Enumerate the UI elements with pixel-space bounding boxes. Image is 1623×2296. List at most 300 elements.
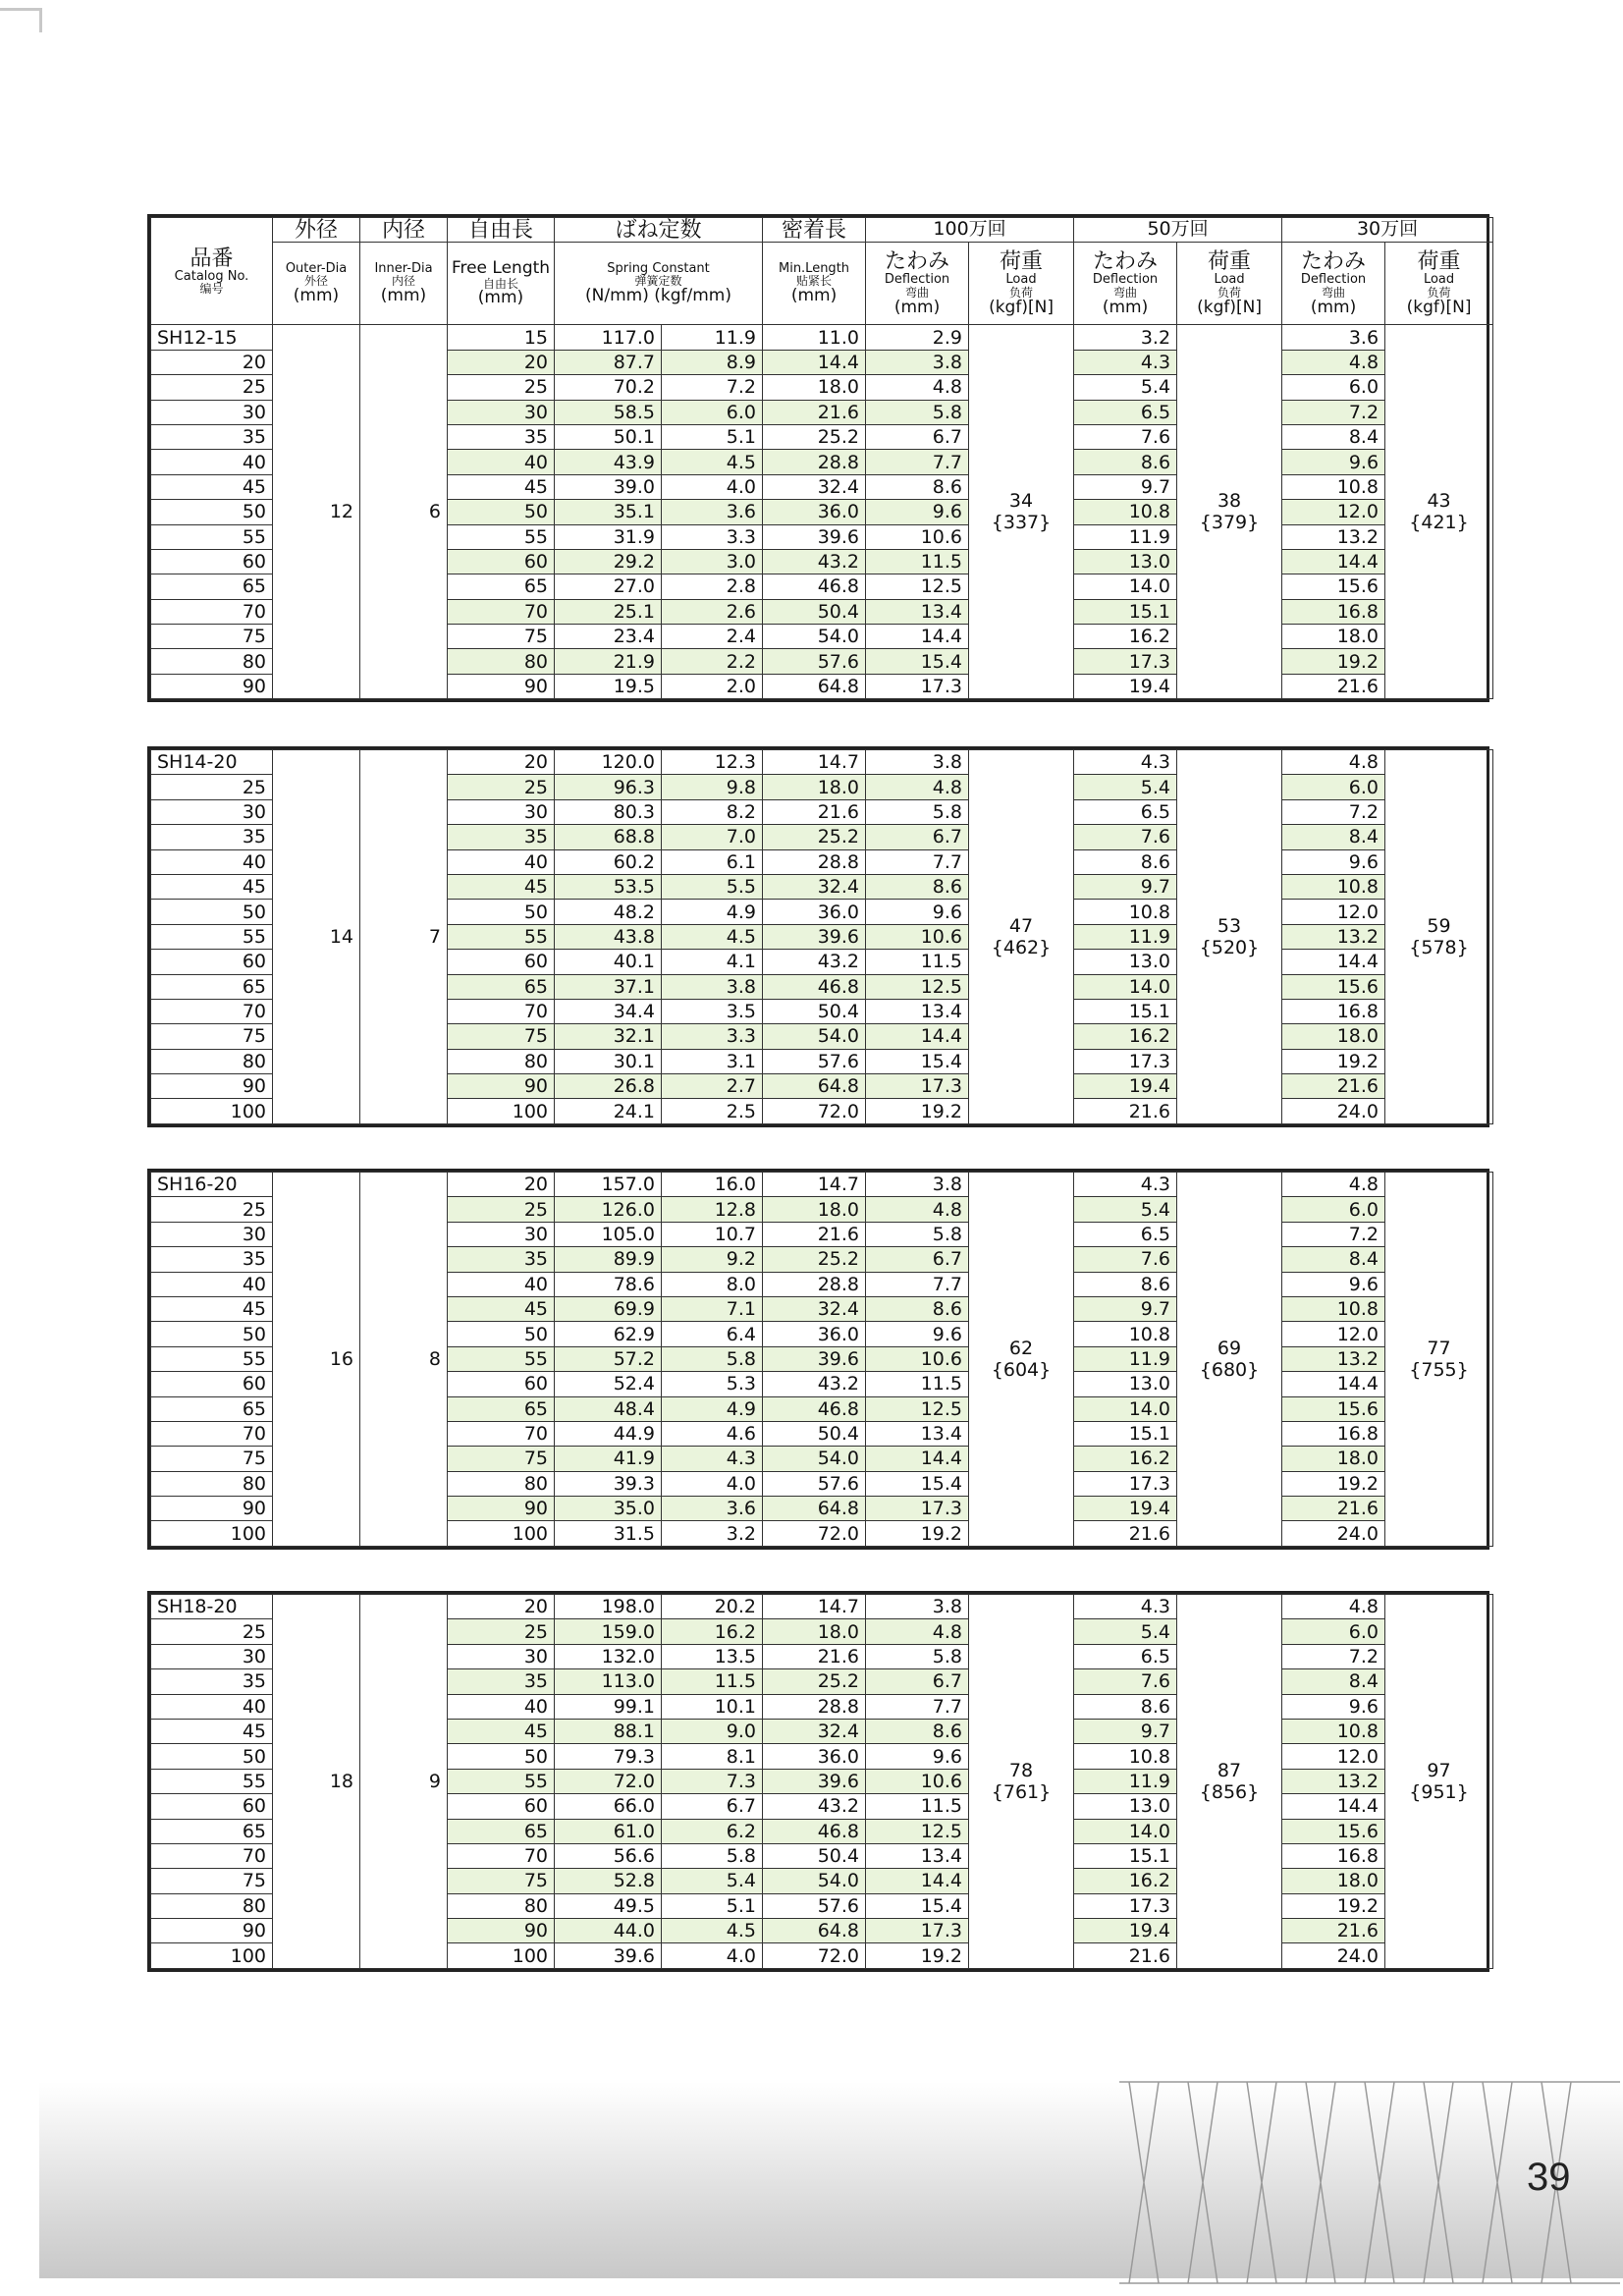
catalog-no-cell: 25	[151, 1197, 273, 1222]
catalog-no-cell: 40	[151, 1694, 273, 1719]
deflection-300k-cell: 21.6	[1282, 1497, 1385, 1521]
spring-constant-kgf-cell: 2.6	[662, 599, 763, 624]
deflection-500k-cell: 5.4	[1074, 1197, 1177, 1222]
spring-constant-kgf-cell: 20.2	[662, 1595, 763, 1619]
deflection-300k-cell: 13.2	[1282, 524, 1385, 549]
header-inner-dia: Inner-Dia 内径 (mm)	[360, 243, 448, 325]
inner-dia-cell: 6	[360, 325, 448, 699]
catalog-no-cell: 90	[151, 1074, 273, 1099]
header-min-length: Min.Length 贴紧长 (mm)	[763, 243, 866, 325]
free-length-cell: 50	[448, 1322, 555, 1346]
min-length-cell: 39.6	[763, 1769, 866, 1793]
min-length-cell: 14.4	[763, 350, 866, 374]
header-load-1: 荷重 Load 负荷 (kgf)[N]	[969, 243, 1074, 325]
deflection-1m-cell: 4.8	[866, 1197, 969, 1222]
spring-constant-kgf-cell: 13.5	[662, 1644, 763, 1668]
catalog-no-cell: 60	[151, 950, 273, 974]
free-length-cell: 55	[448, 524, 555, 549]
deflection-300k-cell: 10.8	[1282, 874, 1385, 899]
header-spring-constant: Spring Constant 弹簧定数 (N/mm) (kgf/mm)	[555, 243, 763, 325]
catalog-no-cell: 100	[151, 1943, 273, 1968]
deflection-500k-cell: 14.0	[1074, 574, 1177, 599]
deflection-500k-cell: 10.8	[1074, 1744, 1177, 1769]
min-length-cell: 25.2	[763, 825, 866, 849]
spring-constant-n-cell: 39.0	[555, 474, 662, 499]
catalog-no-cell: 20	[151, 350, 273, 374]
deflection-500k-cell: 17.3	[1074, 1049, 1177, 1073]
header-free-length: Free Length 自由长 (mm)	[448, 243, 555, 325]
catalog-no-cell: 80	[151, 1049, 273, 1073]
free-length-cell: 35	[448, 424, 555, 449]
catalog-no-cell: 50	[151, 500, 273, 524]
deflection-300k-cell: 12.0	[1282, 1322, 1385, 1346]
spring-constant-n-cell: 105.0	[555, 1222, 662, 1246]
deflection-300k-cell: 3.6	[1282, 325, 1385, 350]
load-1m-cell: 78 {761}	[969, 1595, 1074, 1969]
spring-constant-n-cell: 66.0	[555, 1794, 662, 1819]
deflection-1m-cell: 7.7	[866, 450, 969, 474]
deflection-500k-cell: 14.0	[1074, 974, 1177, 999]
spring-constant-kgf-cell: 5.1	[662, 1893, 763, 1918]
header-group-1m: 100万回	[866, 218, 1074, 243]
load-500k-cell: 53 {520}	[1177, 750, 1282, 1124]
catalog-no-cell: 70	[151, 599, 273, 624]
deflection-300k-cell: 9.6	[1282, 1694, 1385, 1719]
load-500k-cell: 87 {856}	[1177, 1595, 1282, 1969]
min-length-cell: 32.4	[763, 1296, 866, 1321]
free-length-cell: 65	[448, 1819, 555, 1843]
deflection-300k-cell: 7.2	[1282, 1222, 1385, 1246]
spring-constant-n-cell: 87.7	[555, 350, 662, 374]
spring-constant-n-cell: 126.0	[555, 1197, 662, 1222]
deflection-500k-cell: 11.9	[1074, 1769, 1177, 1793]
deflection-1m-cell: 19.2	[866, 1943, 969, 1968]
deflection-1m-cell: 13.4	[866, 999, 969, 1023]
free-length-cell: 65	[448, 574, 555, 599]
catalog-no-cell: 80	[151, 1893, 273, 1918]
spring-table-sh16	[147, 1169, 1489, 1550]
deflection-300k-cell: 8.4	[1282, 825, 1385, 849]
header-load-3: 荷重 Load 负荷 (kgf)[N]	[1385, 243, 1493, 325]
spring-constant-kgf-cell: 4.5	[662, 924, 763, 949]
free-length-cell: 90	[448, 1074, 555, 1099]
min-length-cell: 50.4	[763, 999, 866, 1023]
deflection-500k-cell: 17.3	[1074, 649, 1177, 674]
deflection-500k-cell: 17.3	[1074, 1471, 1177, 1496]
spring-constant-n-cell: 157.0	[555, 1173, 662, 1197]
min-length-cell: 57.6	[763, 649, 866, 674]
spring-constant-kgf-cell: 4.9	[662, 1396, 763, 1421]
min-length-cell: 14.7	[763, 1595, 866, 1619]
catalog-no-cell: 40	[151, 450, 273, 474]
free-length-cell: 90	[448, 1497, 555, 1521]
spring-constant-kgf-cell: 3.2	[662, 1521, 763, 1546]
spring-constant-n-cell: 88.1	[555, 1719, 662, 1743]
spring-constant-n-cell: 61.0	[555, 1819, 662, 1843]
deflection-300k-cell: 4.8	[1282, 1173, 1385, 1197]
deflection-300k-cell: 24.0	[1282, 1943, 1385, 1968]
load-300k-cell: 43 {421}	[1385, 325, 1493, 699]
min-length-cell: 18.0	[763, 1619, 866, 1644]
outer-dia-cell: 18	[273, 1595, 360, 1969]
outer-dia-cell: 14	[273, 750, 360, 1124]
spring-constant-kgf-cell: 3.3	[662, 524, 763, 549]
min-length-cell: 25.2	[763, 1247, 866, 1272]
catalog-no-cell: 30	[151, 400, 273, 424]
deflection-500k-cell: 8.6	[1074, 450, 1177, 474]
deflection-1m-cell: 14.4	[866, 1869, 969, 1893]
free-length-cell: 90	[448, 1919, 555, 1943]
deflection-500k-cell: 5.4	[1074, 1619, 1177, 1644]
free-length-cell: 30	[448, 799, 555, 824]
deflection-1m-cell: 9.6	[866, 500, 969, 524]
deflection-300k-cell: 21.6	[1282, 1919, 1385, 1943]
free-length-cell: 50	[448, 900, 555, 924]
deflection-1m-cell: 12.5	[866, 1396, 969, 1421]
catalog-no-cell: 35	[151, 1669, 273, 1694]
deflection-500k-cell: 8.6	[1074, 1272, 1177, 1296]
free-length-cell: 40	[448, 450, 555, 474]
min-length-cell: 54.0	[763, 1447, 866, 1471]
deflection-1m-cell: 11.5	[866, 950, 969, 974]
header-deflection-2: たわみ Deflection 弯曲 (mm)	[1074, 243, 1177, 325]
header-load-2: 荷重 Load 负荷 (kgf)[N]	[1177, 243, 1282, 325]
spring-constant-n-cell: 72.0	[555, 1769, 662, 1793]
deflection-500k-cell: 19.4	[1074, 1919, 1177, 1943]
spring-constant-n-cell: 89.9	[555, 1247, 662, 1272]
catalog-no-cell: 75	[151, 1447, 273, 1471]
deflection-300k-cell: 19.2	[1282, 1471, 1385, 1496]
spring-constant-kgf-cell: 3.6	[662, 1497, 763, 1521]
spring-constant-n-cell: 68.8	[555, 825, 662, 849]
spring-constant-kgf-cell: 4.9	[662, 900, 763, 924]
deflection-1m-cell: 9.6	[866, 1744, 969, 1769]
spring-constant-kgf-cell: 16.2	[662, 1619, 763, 1644]
header-group-300k: 30万回	[1282, 218, 1493, 243]
min-length-cell: 28.8	[763, 1694, 866, 1719]
min-length-cell: 72.0	[763, 1521, 866, 1546]
deflection-500k-cell: 7.6	[1074, 424, 1177, 449]
spring-table-sh14	[147, 746, 1489, 1127]
spring-constant-kgf-cell: 7.1	[662, 1296, 763, 1321]
deflection-500k-cell: 21.6	[1074, 1521, 1177, 1546]
min-length-cell: 54.0	[763, 625, 866, 649]
deflection-300k-cell: 21.6	[1282, 674, 1385, 698]
catalog-no-cell: 30	[151, 1644, 273, 1668]
min-length-cell: 64.8	[763, 1074, 866, 1099]
deflection-300k-cell: 12.0	[1282, 900, 1385, 924]
deflection-500k-cell: 16.2	[1074, 1447, 1177, 1471]
deflection-1m-cell: 17.3	[866, 674, 969, 698]
deflection-500k-cell: 8.6	[1074, 1694, 1177, 1719]
table-row	[151, 325, 1493, 350]
deflection-300k-cell: 10.8	[1282, 1719, 1385, 1743]
spring-constant-n-cell: 159.0	[555, 1619, 662, 1644]
deflection-500k-cell: 4.3	[1074, 1595, 1177, 1619]
catalog-no-cell: 60	[151, 1372, 273, 1396]
deflection-1m-cell: 6.7	[866, 1669, 969, 1694]
free-length-cell: 100	[448, 1943, 555, 1968]
min-length-cell: 32.4	[763, 1719, 866, 1743]
spring-constant-n-cell: 41.9	[555, 1447, 662, 1471]
free-length-cell: 60	[448, 549, 555, 574]
spring-constant-n-cell: 49.5	[555, 1893, 662, 1918]
spring-constant-kgf-cell: 11.5	[662, 1669, 763, 1694]
load-300k-cell: 59 {578}	[1385, 750, 1493, 1124]
spring-constant-n-cell: 43.8	[555, 924, 662, 949]
header-free-length-jp: 自由長	[448, 218, 555, 243]
deflection-1m-cell: 15.4	[866, 1471, 969, 1496]
catalog-no-cell: 100	[151, 1521, 273, 1546]
deflection-300k-cell: 14.4	[1282, 950, 1385, 974]
spring-constant-kgf-cell: 8.1	[662, 1744, 763, 1769]
catalog-no-cell: 40	[151, 849, 273, 874]
spring-constant-kgf-cell: 2.5	[662, 1099, 763, 1123]
spring-constant-n-cell: 24.1	[555, 1099, 662, 1123]
deflection-300k-cell: 10.8	[1282, 1296, 1385, 1321]
catalog-no-cell: 45	[151, 1719, 273, 1743]
catalog-no-cell: 60	[151, 549, 273, 574]
deflection-500k-cell: 7.6	[1074, 1669, 1177, 1694]
free-length-cell: 45	[448, 874, 555, 899]
deflection-300k-cell: 9.6	[1282, 849, 1385, 874]
free-length-cell: 45	[448, 474, 555, 499]
deflection-500k-cell: 13.0	[1074, 950, 1177, 974]
deflection-500k-cell: 3.2	[1074, 325, 1177, 350]
catalog-no-cell: 45	[151, 874, 273, 899]
deflection-1m-cell: 19.2	[866, 1521, 969, 1546]
spring-constant-n-cell: 198.0	[555, 1595, 662, 1619]
spring-constant-n-cell: 132.0	[555, 1644, 662, 1668]
spring-constant-n-cell: 29.2	[555, 549, 662, 574]
deflection-500k-cell: 6.5	[1074, 400, 1177, 424]
catalog-no-cell: 90	[151, 1919, 273, 1943]
spring-constant-n-cell: 26.8	[555, 1074, 662, 1099]
spring-constant-kgf-cell: 4.6	[662, 1421, 763, 1446]
spring-constant-n-cell: 48.2	[555, 900, 662, 924]
deflection-1m-cell: 3.8	[866, 1595, 969, 1619]
deflection-300k-cell: 10.8	[1282, 474, 1385, 499]
deflection-300k-cell: 8.4	[1282, 1669, 1385, 1694]
deflection-1m-cell: 8.6	[866, 1719, 969, 1743]
spring-constant-kgf-cell: 7.2	[662, 375, 763, 400]
catalog-no-cell: 35	[151, 1247, 273, 1272]
deflection-300k-cell: 14.4	[1282, 1794, 1385, 1819]
deflection-1m-cell: 8.6	[866, 874, 969, 899]
free-length-cell: 45	[448, 1719, 555, 1743]
deflection-1m-cell: 11.5	[866, 549, 969, 574]
deflection-300k-cell: 12.0	[1282, 1744, 1385, 1769]
free-length-cell: 100	[448, 1099, 555, 1123]
min-length-cell: 46.8	[763, 574, 866, 599]
deflection-1m-cell: 14.4	[866, 1024, 969, 1049]
free-length-cell: 25	[448, 375, 555, 400]
min-length-cell: 11.0	[763, 325, 866, 350]
deflection-1m-cell: 15.4	[866, 1893, 969, 1918]
spring-constant-n-cell: 80.3	[555, 799, 662, 824]
spring-constant-kgf-cell: 5.8	[662, 1346, 763, 1371]
min-length-cell: 25.2	[763, 424, 866, 449]
spring-constant-n-cell: 35.1	[555, 500, 662, 524]
deflection-1m-cell: 7.7	[866, 849, 969, 874]
catalog-no-cell: 55	[151, 524, 273, 549]
deflection-1m-cell: 14.4	[866, 625, 969, 649]
free-length-cell: 75	[448, 625, 555, 649]
spring-constant-n-cell: 25.1	[555, 599, 662, 624]
catalog-no-cell: 70	[151, 1843, 273, 1868]
spring-constant-kgf-cell: 12.8	[662, 1197, 763, 1222]
deflection-500k-cell: 9.7	[1074, 1719, 1177, 1743]
deflection-300k-cell: 18.0	[1282, 1869, 1385, 1893]
deflection-1m-cell: 17.3	[866, 1497, 969, 1521]
deflection-300k-cell: 9.6	[1282, 450, 1385, 474]
deflection-500k-cell: 13.0	[1074, 1372, 1177, 1396]
deflection-300k-cell: 15.6	[1282, 1819, 1385, 1843]
table-row	[151, 750, 1493, 775]
min-length-cell: 39.6	[763, 1346, 866, 1371]
deflection-1m-cell: 12.5	[866, 574, 969, 599]
catalog-no-cell: 70	[151, 1421, 273, 1446]
deflection-300k-cell: 19.2	[1282, 1893, 1385, 1918]
catalog-no-cell: 35	[151, 424, 273, 449]
deflection-500k-cell: 21.6	[1074, 1943, 1177, 1968]
spring-constant-kgf-cell: 4.5	[662, 1919, 763, 1943]
spring-constant-n-cell: 117.0	[555, 325, 662, 350]
catalog-no-cell: 100	[151, 1099, 273, 1123]
deflection-1m-cell: 13.4	[866, 1421, 969, 1446]
min-length-cell: 14.7	[763, 1173, 866, 1197]
spring-constant-kgf-cell: 2.4	[662, 625, 763, 649]
load-1m-cell: 34 {337}	[969, 325, 1074, 699]
deflection-500k-cell: 19.4	[1074, 1497, 1177, 1521]
spring-constant-n-cell: 40.1	[555, 950, 662, 974]
free-length-cell: 25	[448, 1197, 555, 1222]
free-length-cell: 60	[448, 1794, 555, 1819]
deflection-500k-cell: 7.6	[1074, 1247, 1177, 1272]
deflection-300k-cell: 13.2	[1282, 924, 1385, 949]
catalog-no-cell: 40	[151, 1272, 273, 1296]
min-length-cell: 72.0	[763, 1099, 866, 1123]
spring-constant-kgf-cell: 3.0	[662, 549, 763, 574]
free-length-cell: 70	[448, 599, 555, 624]
deflection-1m-cell: 5.8	[866, 799, 969, 824]
deflection-300k-cell: 6.0	[1282, 375, 1385, 400]
spring-constant-n-cell: 37.1	[555, 974, 662, 999]
catalog-no-cell: 75	[151, 1869, 273, 1893]
deflection-1m-cell: 11.5	[866, 1794, 969, 1819]
spring-constant-n-cell: 44.9	[555, 1421, 662, 1446]
spring-constant-kgf-cell: 3.1	[662, 1049, 763, 1073]
min-length-cell: 21.6	[763, 400, 866, 424]
min-length-cell: 36.0	[763, 500, 866, 524]
free-length-cell: 20	[448, 1173, 555, 1197]
catalog-no-cell: 75	[151, 625, 273, 649]
spring-constant-kgf-cell: 2.2	[662, 649, 763, 674]
deflection-300k-cell: 15.6	[1282, 974, 1385, 999]
spring-constant-kgf-cell: 4.0	[662, 1943, 763, 1968]
min-length-cell: 46.8	[763, 1819, 866, 1843]
deflection-1m-cell: 3.8	[866, 750, 969, 775]
deflection-1m-cell: 5.8	[866, 1644, 969, 1668]
spring-constant-kgf-cell: 3.6	[662, 500, 763, 524]
spring-constant-kgf-cell: 9.8	[662, 775, 763, 799]
free-length-cell: 35	[448, 1247, 555, 1272]
spring-constant-kgf-cell: 9.2	[662, 1247, 763, 1272]
catalog-no-cell: 75	[151, 1024, 273, 1049]
catalog-no-cell: 60	[151, 1794, 273, 1819]
deflection-500k-cell: 11.9	[1074, 524, 1177, 549]
spring-constant-n-cell: 69.9	[555, 1296, 662, 1321]
deflection-500k-cell: 15.1	[1074, 1421, 1177, 1446]
load-1m-cell: 62 {604}	[969, 1173, 1074, 1547]
header-catalog-no: 品番 Catalog No. 编号	[151, 218, 273, 325]
deflection-500k-cell: 15.1	[1074, 599, 1177, 624]
min-length-cell: 21.6	[763, 1222, 866, 1246]
free-length-cell: 80	[448, 1049, 555, 1073]
min-length-cell: 54.0	[763, 1024, 866, 1049]
deflection-300k-cell: 4.8	[1282, 1595, 1385, 1619]
min-length-cell: 43.2	[763, 950, 866, 974]
free-length-cell: 30	[448, 1222, 555, 1246]
table-row	[151, 1173, 1493, 1197]
min-length-cell: 21.6	[763, 1644, 866, 1668]
min-length-cell: 21.6	[763, 799, 866, 824]
deflection-300k-cell: 4.8	[1282, 350, 1385, 374]
deflection-1m-cell: 15.4	[866, 649, 969, 674]
deflection-300k-cell: 12.0	[1282, 500, 1385, 524]
deflection-500k-cell: 21.6	[1074, 1099, 1177, 1123]
deflection-500k-cell: 11.9	[1074, 924, 1177, 949]
min-length-cell: 50.4	[763, 599, 866, 624]
min-length-cell: 46.8	[763, 1396, 866, 1421]
deflection-1m-cell: 7.7	[866, 1694, 969, 1719]
header-min-length-jp: 密着長	[763, 218, 866, 243]
spring-constant-kgf-cell: 2.8	[662, 574, 763, 599]
deflection-300k-cell: 6.0	[1282, 1197, 1385, 1222]
spring-constant-n-cell: 113.0	[555, 1669, 662, 1694]
deflection-1m-cell: 19.2	[866, 1099, 969, 1123]
table-row	[151, 1595, 1493, 1619]
deflection-300k-cell: 18.0	[1282, 625, 1385, 649]
deflection-300k-cell: 19.2	[1282, 1049, 1385, 1073]
spring-constant-n-cell: 57.2	[555, 1346, 662, 1371]
spring-constant-kgf-cell: 6.2	[662, 1819, 763, 1843]
deflection-300k-cell: 7.2	[1282, 799, 1385, 824]
deflection-1m-cell: 5.8	[866, 1222, 969, 1246]
spring-constant-kgf-cell: 12.3	[662, 750, 763, 775]
deflection-500k-cell: 6.5	[1074, 799, 1177, 824]
spring-constant-kgf-cell: 4.0	[662, 1471, 763, 1496]
deflection-500k-cell: 17.3	[1074, 1893, 1177, 1918]
spring-constant-kgf-cell: 5.5	[662, 874, 763, 899]
spring-constant-kgf-cell: 3.8	[662, 974, 763, 999]
free-length-cell: 55	[448, 1346, 555, 1371]
catalog-no-cell: 35	[151, 825, 273, 849]
min-length-cell: 18.0	[763, 1197, 866, 1222]
deflection-1m-cell: 12.5	[866, 974, 969, 999]
catalog-no-cell: 70	[151, 999, 273, 1023]
min-length-cell: 64.8	[763, 674, 866, 698]
free-length-cell: 55	[448, 1769, 555, 1793]
spring-constant-n-cell: 58.5	[555, 400, 662, 424]
spring-constant-n-cell: 78.6	[555, 1272, 662, 1296]
catalog-no-cell: 80	[151, 1471, 273, 1496]
catalog-no-cell: 30	[151, 799, 273, 824]
spring-constant-kgf-cell: 11.9	[662, 325, 763, 350]
spring-constant-n-cell: 79.3	[555, 1744, 662, 1769]
free-length-cell: 80	[448, 1893, 555, 1918]
spring-constant-n-cell: 48.4	[555, 1396, 662, 1421]
